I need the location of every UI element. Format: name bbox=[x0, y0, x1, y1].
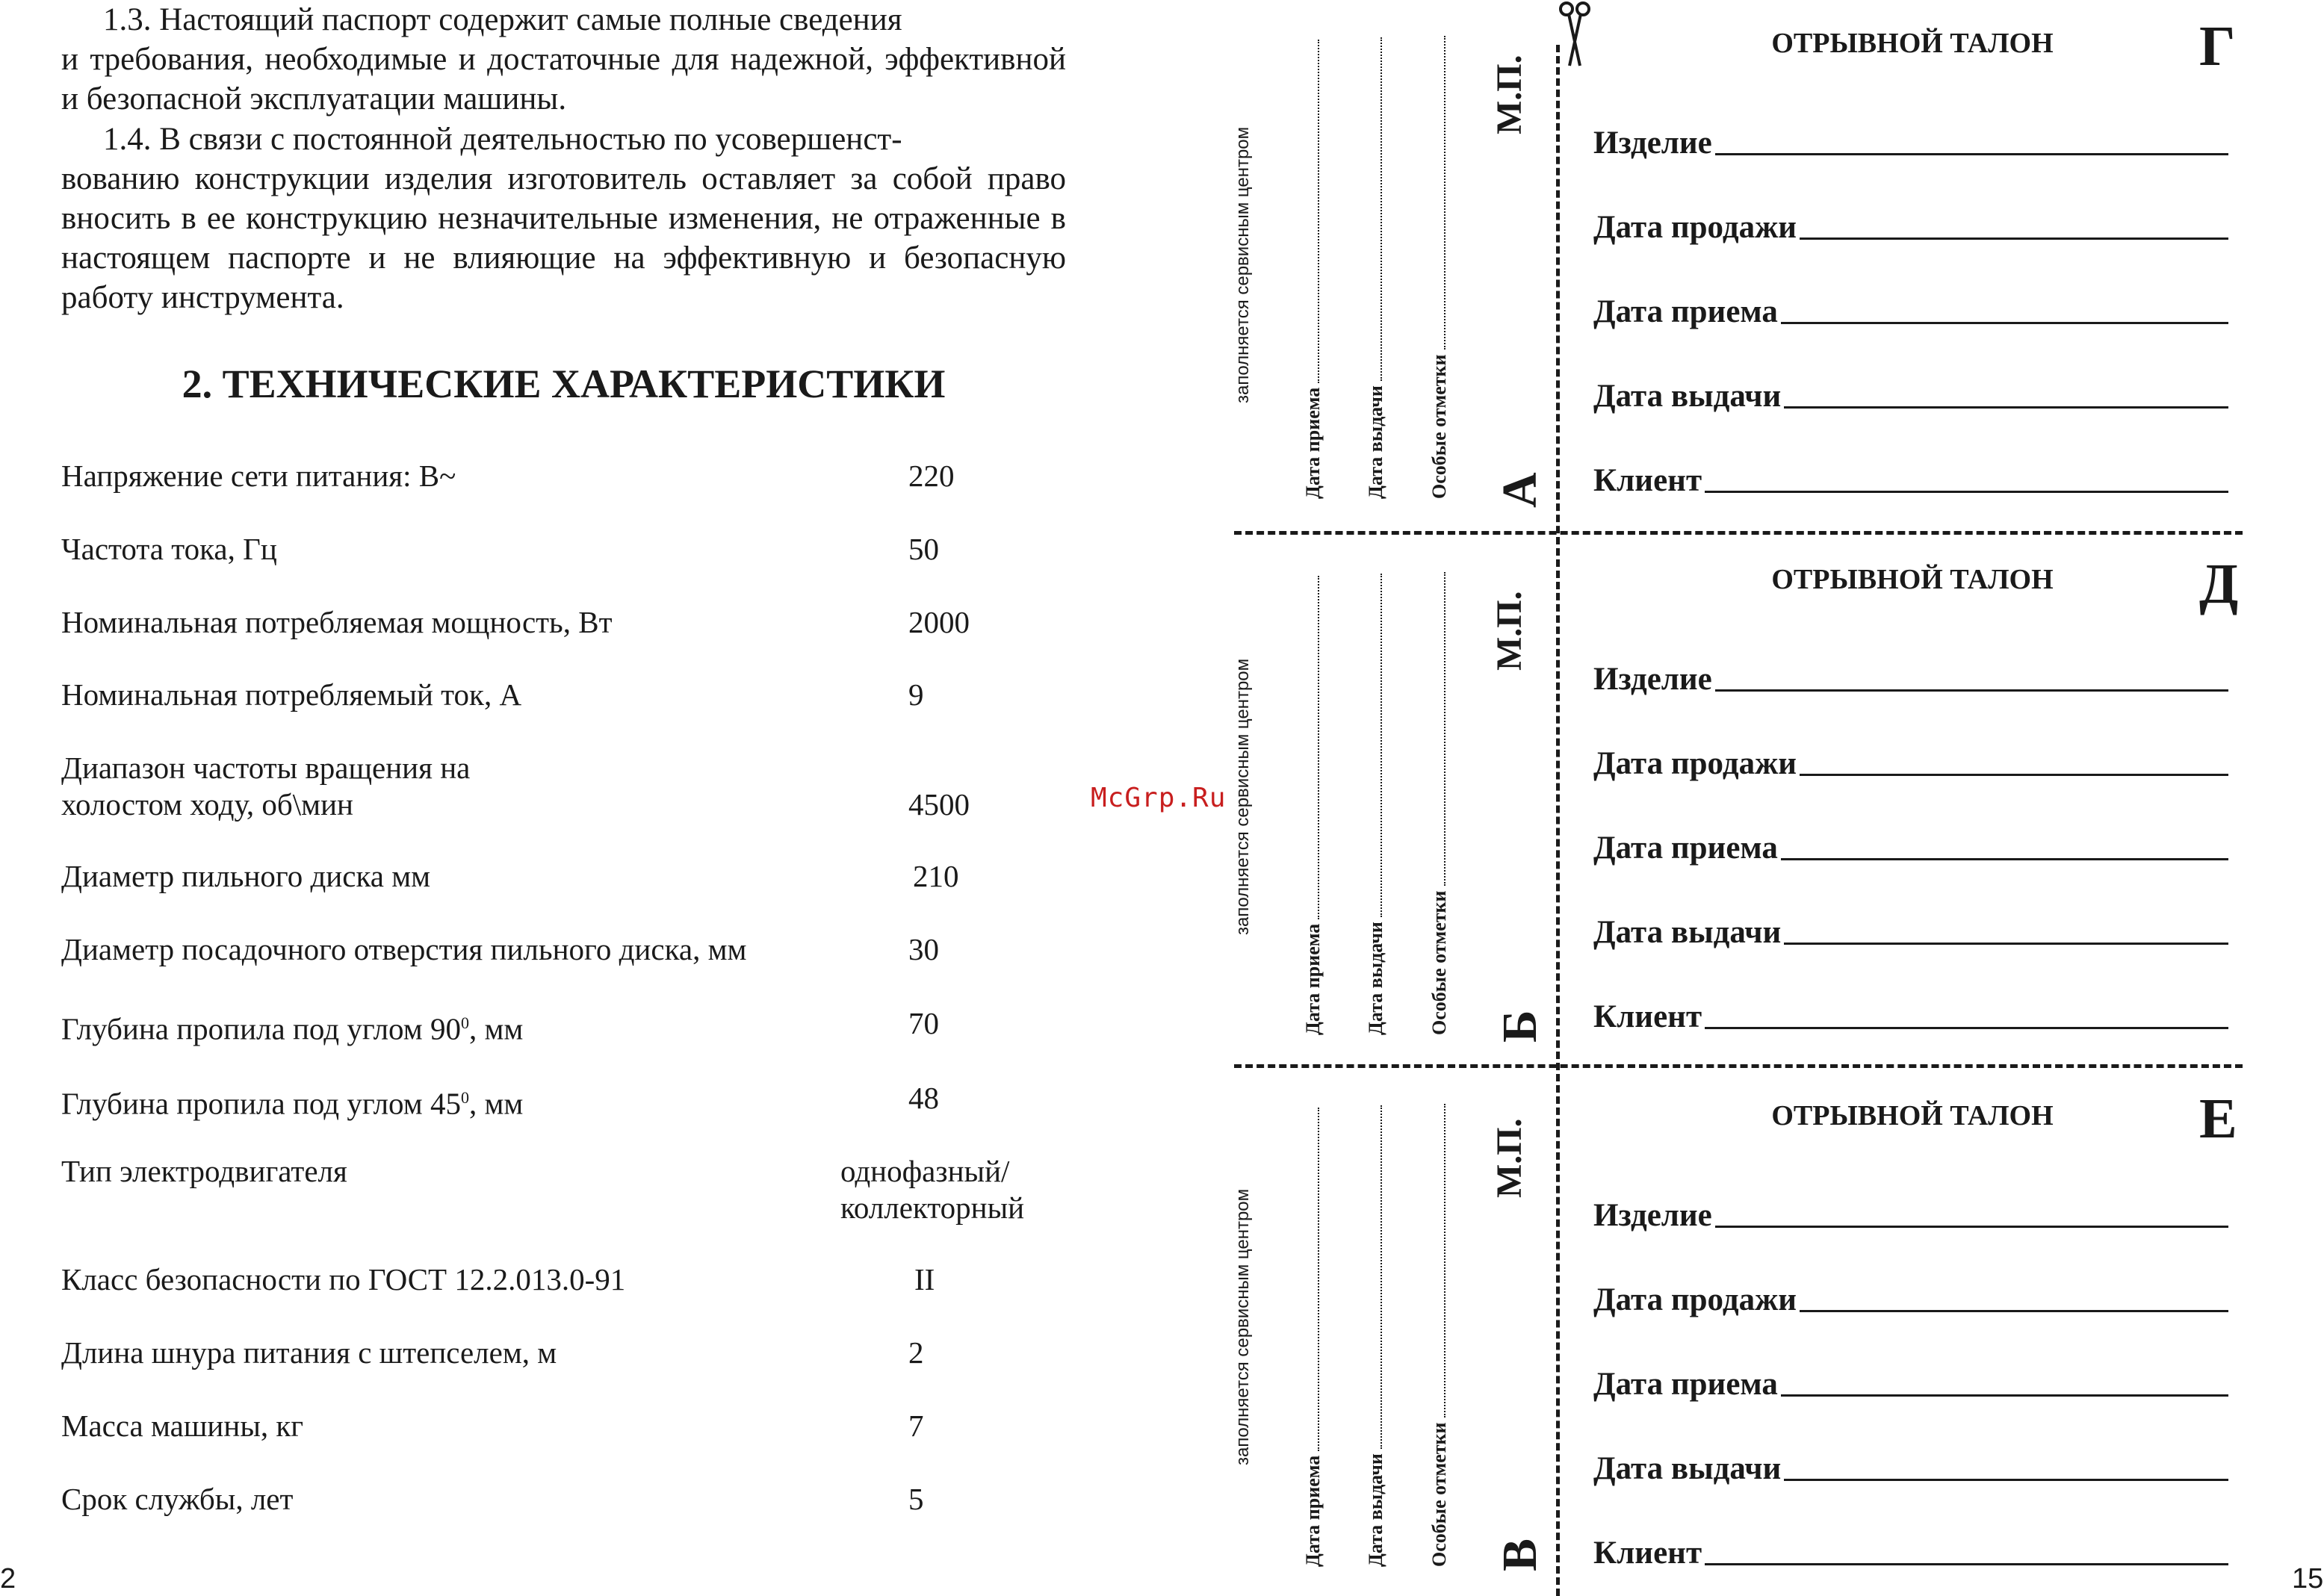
dotted-line bbox=[1444, 572, 1445, 886]
dotted-line bbox=[1318, 576, 1319, 919]
spec-value: 210 bbox=[913, 859, 959, 893]
spec-value: 9 bbox=[908, 677, 924, 712]
spec-label-text: Глубина пропила под углом 45 bbox=[61, 1086, 461, 1121]
coupon-field-line bbox=[1705, 1563, 2228, 1565]
coupon-field bbox=[1593, 1450, 2228, 1487]
stamp-label: М.П. bbox=[1490, 591, 1529, 671]
coupon-field-label: Дата продажи bbox=[1593, 210, 1797, 245]
coupon-field-label: Дата выдачи bbox=[1593, 1451, 1782, 1486]
paragraph-1-3-first-line: 1.3. Настоящий паспорт содержит самые полные сведения bbox=[103, 2, 902, 37]
service-note: заполняется сервисным центром bbox=[1233, 126, 1253, 403]
coupon-field-line bbox=[1781, 1394, 2228, 1397]
coupon-field bbox=[1593, 913, 2228, 951]
stub-date-received-label: Дата приема bbox=[1302, 1455, 1324, 1567]
spec-label bbox=[61, 1079, 523, 1123]
dotted-line bbox=[1444, 1104, 1445, 1418]
coupon-field-label: Изделие bbox=[1593, 1198, 1712, 1233]
coupon-field bbox=[1593, 124, 2228, 161]
stub-date-received bbox=[1302, 40, 1324, 499]
spec-value: 2 bbox=[908, 1335, 924, 1370]
paragraph-1-3-rest: и требования, необходимые и достаточные для надежной, эффективной и безопасной эксплуатации машины. bbox=[61, 42, 1066, 117]
spec-value: 7 bbox=[908, 1409, 924, 1443]
stub-special-notes bbox=[1428, 1104, 1451, 1567]
spec-label: Диапазон частоты вращения на bbox=[61, 751, 471, 785]
spec-label: Диаметр посадочного отверстия пильного диска, мм bbox=[61, 932, 747, 966]
spec-label: Частота тока, Гц bbox=[61, 532, 277, 566]
spec-label: Длина шнура питания с штепселем, м bbox=[61, 1335, 557, 1370]
stub-date-received bbox=[1302, 576, 1324, 1035]
coupon-field bbox=[1593, 660, 2228, 698]
coupon-field-line bbox=[1800, 1310, 2228, 1312]
coupon-title: ОТРЫВНОЙ ТАЛОН bbox=[1771, 28, 2054, 59]
spec-label-tail: , мм bbox=[468, 1086, 524, 1121]
coupon-field-line bbox=[1784, 1479, 2228, 1481]
dotted-line bbox=[1381, 574, 1382, 917]
stub-letter: Б bbox=[1493, 1010, 1547, 1043]
section-title: 2. ТЕХНИЧЕСКИЕ ХАРАКТЕРИСТИКИ bbox=[182, 361, 946, 406]
stub-special-notes-label: Особые отметки bbox=[1428, 1422, 1450, 1567]
coupon-field-line bbox=[1784, 943, 2228, 945]
coupon-field-line bbox=[1800, 237, 2228, 240]
coupon-field bbox=[1593, 1534, 2228, 1571]
coupon-field-line bbox=[1781, 858, 2228, 860]
stub-special-notes-label: Особые отметки bbox=[1428, 354, 1450, 499]
coupon-field bbox=[1593, 462, 2228, 499]
degree-superscript: 0 bbox=[460, 1013, 469, 1032]
coupon-field-label: Клиент bbox=[1593, 463, 1702, 498]
coupon-field-line bbox=[1715, 689, 2228, 692]
coupon-field bbox=[1593, 208, 2228, 246]
paragraph-1-4 bbox=[61, 119, 1066, 317]
spec-label: Номинальная потребляемый ток, А bbox=[61, 677, 522, 712]
spec-value: 5 bbox=[908, 1482, 924, 1516]
coupon-field-label: Дата приема bbox=[1593, 294, 1778, 329]
watermark: McGrp.Ru bbox=[1091, 783, 1227, 813]
coupon-field-line bbox=[1715, 1226, 2228, 1228]
coupon-field bbox=[1593, 829, 2228, 866]
page-number-right: 15 bbox=[2292, 1563, 2324, 1595]
cut-line-vertical bbox=[1556, 45, 1560, 1596]
stub-date-issued-label: Дата выдачи bbox=[1365, 922, 1386, 1035]
coupon-letter: Д bbox=[2199, 553, 2239, 615]
spec-label: Напряжение сети питания: В~ bbox=[61, 459, 456, 493]
paragraph-1-3 bbox=[61, 0, 1066, 119]
stub-date-received-label: Дата приема bbox=[1302, 923, 1324, 1035]
coupon-field-line bbox=[1784, 406, 2228, 409]
paragraph-1-4-first-line: 1.4. В связи с постоянной деятельностью по усовершенст- bbox=[103, 122, 902, 157]
coupon-field-label: Дата продажи bbox=[1593, 746, 1797, 781]
paragraph-1-4-rest: вованию конструкции изделия изготовитель оставляет за собой право вносить в ее конструкцию незначительные изменения, не отраженные в настоящем паспорте и не влияющие на эффективную и безопасную работу инструмента. bbox=[61, 161, 1066, 315]
coupon-field-label: Дата приема bbox=[1593, 1367, 1778, 1402]
dotted-line bbox=[1381, 1105, 1382, 1449]
spec-value: 30 bbox=[908, 932, 939, 966]
spec-label: Масса машины, кг bbox=[61, 1409, 304, 1443]
spec-value: 48 bbox=[908, 1081, 939, 1115]
dotted-line bbox=[1444, 36, 1445, 350]
service-note: заполняется сервисным центром bbox=[1233, 658, 1253, 935]
cut-line-horizontal bbox=[1234, 1064, 2243, 1068]
stub-date-issued bbox=[1365, 37, 1387, 499]
stamp-label: М.П. bbox=[1490, 55, 1529, 134]
stub-date-issued-label: Дата выдачи bbox=[1365, 1453, 1386, 1567]
coupon-field-line bbox=[1800, 774, 2228, 776]
coupon-field bbox=[1593, 998, 2228, 1035]
spec-label-tail: , мм bbox=[468, 1011, 524, 1046]
stub-date-issued bbox=[1365, 1105, 1387, 1567]
stub-special-notes bbox=[1428, 36, 1451, 499]
stub-special-notes bbox=[1428, 572, 1451, 1035]
coupon-field-label: Изделие bbox=[1593, 125, 1712, 161]
stub-date-issued bbox=[1365, 574, 1387, 1035]
coupon-title: ОТРЫВНОЙ ТАЛОН bbox=[1771, 564, 2054, 595]
coupon-letter: Е bbox=[2199, 1087, 2237, 1150]
spec-value: 4500 bbox=[908, 787, 970, 822]
spec-value: II bbox=[914, 1262, 935, 1297]
coupon-field-label: Клиент bbox=[1593, 1536, 1702, 1571]
spec-label-line2: холостом ходу, об\мин bbox=[61, 787, 353, 822]
coupon-field bbox=[1593, 1196, 2228, 1234]
coupon-field-label: Дата выдачи bbox=[1593, 379, 1782, 414]
coupon-field bbox=[1593, 1281, 2228, 1318]
stub-date-received-label: Дата приема bbox=[1302, 387, 1324, 499]
spec-label: Срок службы, лет bbox=[61, 1482, 294, 1516]
coupon-field bbox=[1593, 745, 2228, 782]
spec-label: Класс безопасности по ГОСТ 12.2.013.0-91 bbox=[61, 1262, 626, 1297]
coupon-field bbox=[1593, 293, 2228, 330]
coupon-letter: Г bbox=[2199, 15, 2236, 78]
stamp-label: М.П. bbox=[1490, 1118, 1529, 1198]
coupon-field-line bbox=[1705, 491, 2228, 493]
coupon-field-line bbox=[1715, 153, 2228, 155]
spec-label bbox=[61, 1005, 523, 1048]
dotted-line bbox=[1381, 37, 1382, 381]
cut-line-horizontal bbox=[1234, 531, 2243, 535]
coupon-field-label: Изделие bbox=[1593, 662, 1712, 697]
spec-label: Диаметр пильного диска мм bbox=[61, 859, 431, 893]
coupon-field-label: Дата выдачи bbox=[1593, 915, 1782, 950]
spec-value: 70 bbox=[908, 1006, 939, 1040]
coupon-field-line bbox=[1705, 1027, 2228, 1029]
spec-value: 220 bbox=[908, 459, 955, 493]
spec-label: Тип электродвигателя bbox=[61, 1154, 347, 1188]
coupon-field bbox=[1593, 1365, 2228, 1403]
spec-value-line2: коллекторный bbox=[840, 1190, 1025, 1225]
stub-letter: В bbox=[1493, 1538, 1547, 1571]
coupon-field-label: Дата продажи bbox=[1593, 1282, 1797, 1317]
service-note: заполняется сервисным центром bbox=[1233, 1188, 1253, 1465]
stub-date-received bbox=[1302, 1108, 1324, 1567]
coupon-title: ОТРЫВНОЙ ТАЛОН bbox=[1771, 1100, 2054, 1131]
coupon-field-line bbox=[1781, 322, 2228, 324]
stub-date-issued-label: Дата выдачи bbox=[1365, 385, 1386, 499]
spec-label-text: Глубина пропила под углом 90 bbox=[61, 1011, 461, 1046]
spec-value: 2000 bbox=[908, 605, 970, 639]
coupon-field-label: Клиент bbox=[1593, 999, 1702, 1034]
degree-superscript: 0 bbox=[460, 1088, 469, 1107]
stub-letter: А bbox=[1493, 472, 1547, 508]
dotted-line bbox=[1318, 40, 1319, 383]
coupon-field bbox=[1593, 377, 2228, 414]
spec-value: 50 bbox=[908, 532, 939, 566]
scissors-icon bbox=[1558, 0, 1592, 69]
stub-special-notes-label: Особые отметки bbox=[1428, 890, 1450, 1035]
spec-value: однофазный/ bbox=[840, 1154, 1010, 1188]
dotted-line bbox=[1318, 1108, 1319, 1451]
coupon-field-label: Дата приема bbox=[1593, 830, 1778, 866]
page-number-left: 2 bbox=[0, 1563, 16, 1595]
spec-label: Номинальная потребляемая мощность, Вт bbox=[61, 605, 613, 639]
